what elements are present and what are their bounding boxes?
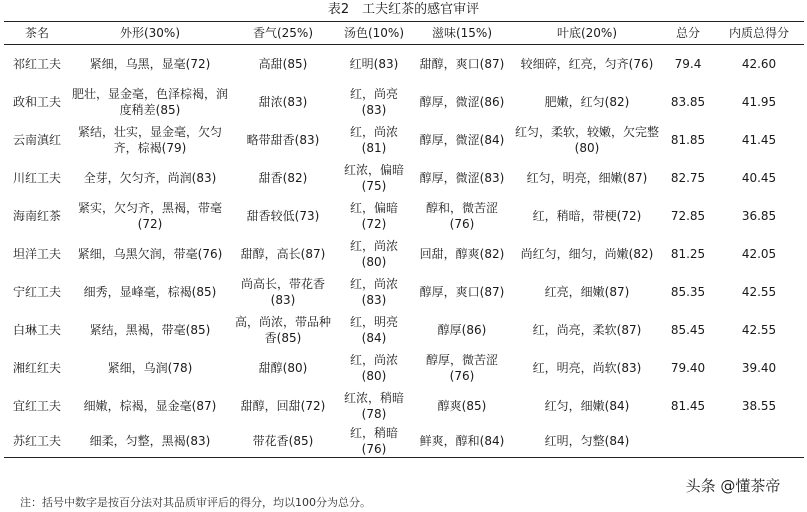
cell-infused-leaf: 红匀，细嫩(84) (544, 399, 630, 413)
cell-appearance: 紧实，欠匀齐，黑褐，带毫(72) (77, 201, 222, 231)
cell-total-score: 79.40 (670, 361, 706, 375)
cell-liquor-color: 红，尚浓(80) (349, 239, 398, 269)
cell-aroma: 甜醇，回甜(72) (240, 399, 326, 413)
cell-inner-quality-score: 41.95 (741, 95, 777, 109)
cell-tea-name: 宁红工夫 (12, 285, 61, 299)
cell-tea-name: 政和工夫 (12, 95, 61, 109)
cell-liquor-color: 红，尚浓(81) (349, 125, 398, 155)
cell-taste: 醇厚，爽口(87) (419, 285, 505, 299)
header-total-score: 总分 (662, 22, 714, 45)
cell-appearance: 细柔，匀整，黑褐(83) (70, 425, 230, 458)
cell-appearance: 紧结，黑褐，带毫(85) (89, 323, 211, 337)
cell-taste: 醇厚，微涩(86) (419, 95, 505, 109)
cell-inner-quality-score: 38.55 (741, 399, 777, 413)
cell-tea-name: 海南红茶 (12, 209, 61, 223)
cell-taste: 醇和，微苦涩(76) (425, 201, 498, 231)
cell-liquor-color: 红，稍暗(76) (336, 425, 412, 458)
cell-aroma: 甜香(82) (258, 171, 308, 185)
footnote: 注：括号中数字是按百分法对其品质审评后的得分，均以100分为总分。 (20, 496, 371, 509)
cell-tea-name: 宜红工夫 (12, 399, 61, 413)
header-row (4, 22, 804, 45)
cell-aroma: 甜浓(83) (258, 95, 308, 109)
cell-total-score: 85.45 (670, 323, 706, 337)
table-row (4, 121, 804, 159)
cell-aroma: 略带甜香(83) (246, 133, 320, 147)
header-aroma: 香气(25%) (230, 22, 336, 45)
cell-appearance: 紧结，壮实，显金毫，欠匀齐，棕褐(79) (77, 125, 222, 155)
table-row (4, 235, 804, 273)
header-inner-quality-score: 内质总得分 (714, 22, 804, 45)
table-row (4, 45, 804, 84)
header-liquor-color: 汤色(10%) (336, 22, 412, 45)
cell-inner-quality-score (714, 425, 804, 458)
cell-appearance: 紧细，乌润(78) (107, 361, 193, 375)
cell-total-score: 82.75 (670, 171, 706, 185)
cell-infused-leaf: 较细碎，红亮，匀齐(76) (520, 57, 654, 71)
cell-taste: 醇厚，微涩(83) (419, 171, 505, 185)
cell-total-score: 79.4 (674, 57, 702, 71)
cell-inner-quality-score: 36.85 (741, 209, 777, 223)
table-row (4, 197, 804, 235)
cell-tea-name: 祁红工夫 (12, 57, 61, 71)
cell-aroma: 尚高长，带花香(83) (240, 277, 325, 307)
cell-taste: 醇厚，微涩(84) (419, 133, 505, 147)
cell-aroma: 甜醇(80) (258, 361, 308, 375)
cell-total-score: 81.25 (670, 247, 706, 261)
cell-infused-leaf: 红明，匀整(84) (512, 425, 662, 458)
cell-liquor-color: 红，尚浓(80) (349, 353, 398, 383)
cell-infused-leaf: 红亮，细嫩(87) (544, 285, 630, 299)
cell-liquor-color: 红浓，稍暗(78) (343, 391, 404, 421)
cell-total-score (662, 425, 714, 458)
cell-taste: 醇厚，微苦涩(76) (425, 353, 498, 383)
cell-infused-leaf: 红，明亮，尚软(83) (532, 361, 642, 375)
table-caption: 表2 工夫红茶的感官审评 (327, 2, 480, 17)
cell-total-score: 81.45 (670, 399, 706, 413)
table-row (4, 311, 804, 349)
table-row (4, 159, 804, 197)
cell-aroma: 带花香(85) (230, 425, 336, 458)
cell-tea-name: 白琳工夫 (12, 323, 61, 337)
cell-liquor-color: 红明(83) (349, 57, 399, 71)
cell-total-score: 85.35 (670, 285, 706, 299)
cell-aroma: 甜醇，高长(87) (240, 247, 326, 261)
cell-infused-leaf: 红匀，明亮，细嫩(87) (526, 171, 648, 185)
table-row (4, 349, 804, 387)
cell-tea-name: 云南滇红 (12, 133, 61, 147)
cell-inner-quality-score: 42.05 (741, 247, 777, 261)
cell-appearance: 细秀，显峰毫，棕褐(85) (83, 285, 217, 299)
cell-infused-leaf: 尚红匀，细匀，尚嫩(82) (520, 247, 654, 261)
cell-total-score: 83.85 (670, 95, 706, 109)
cell-aroma: 甜香较低(73) (246, 209, 320, 223)
cell-taste: 醇爽(85) (437, 399, 487, 413)
cell-liquor-color: 红，偏暗(72) (349, 201, 398, 231)
cell-tea-name: 川红工夫 (12, 171, 61, 185)
table-row (4, 83, 804, 121)
cell-total-score: 72.85 (670, 209, 706, 223)
cell-inner-quality-score: 41.45 (741, 133, 777, 147)
table-row (4, 273, 804, 311)
tea-evaluation-table (4, 21, 804, 458)
cell-liquor-color: 红，尚浓(83) (349, 277, 398, 307)
cell-infused-leaf: 红，尚亮，柔软(87) (532, 323, 642, 337)
table-row (4, 387, 804, 425)
cell-inner-quality-score: 40.45 (741, 171, 777, 185)
cell-total-score: 81.85 (670, 133, 706, 147)
cell-aroma: 高甜(85) (258, 57, 308, 71)
cell-infused-leaf: 红匀，柔软，较嫩，欠完整(80) (514, 125, 659, 155)
cell-liquor-color: 红，尚亮(83) (349, 87, 398, 117)
cell-taste: 醇厚(86) (437, 323, 487, 337)
cell-appearance: 细嫩，棕褐，显金毫(87) (83, 399, 217, 413)
cell-inner-quality-score: 42.55 (741, 285, 777, 299)
cell-tea-name: 苏红工夫 (4, 425, 70, 458)
cell-taste: 甜醇，爽口(87) (419, 57, 505, 71)
cell-taste: 鲜爽，醇和(84) (412, 425, 512, 458)
cell-liquor-color: 红浓，偏暗(75) (343, 163, 404, 193)
header-appearance: 外形(30%) (70, 22, 230, 45)
cell-appearance: 肥壮，显金毫，色泽棕褐，润度稍差(85) (72, 87, 229, 117)
cell-appearance: 全芽，欠匀齐，尚润(83) (83, 171, 217, 185)
header-infused-leaf: 叶底(20%) (512, 22, 662, 45)
watermark: 头条 @懂茶帝 (663, 472, 803, 500)
cell-inner-quality-score: 39.40 (741, 361, 777, 375)
cell-infused-leaf: 肥嫩，红匀(82) (544, 95, 630, 109)
cell-aroma: 高，尚浓，带品种香(85) (234, 315, 331, 345)
header-taste: 滋味(15%) (412, 22, 512, 45)
cell-tea-name: 坦洋工夫 (12, 247, 61, 261)
table-row (4, 425, 804, 458)
cell-tea-name: 湘红红夫 (12, 361, 61, 375)
header-tea-name: 茶名 (4, 22, 70, 45)
cell-liquor-color: 红，明亮(84) (349, 315, 398, 345)
cell-appearance: 紧细，乌黑欠润，带毫(76) (77, 247, 223, 261)
cell-infused-leaf: 红，稍暗，带梗(72) (532, 209, 642, 223)
cell-inner-quality-score: 42.60 (741, 57, 777, 71)
cell-taste: 回甜，醇爽(82) (419, 247, 505, 261)
cell-appearance: 紧细，乌黑，显毫(72) (89, 57, 211, 71)
cell-inner-quality-score: 42.55 (741, 323, 777, 337)
